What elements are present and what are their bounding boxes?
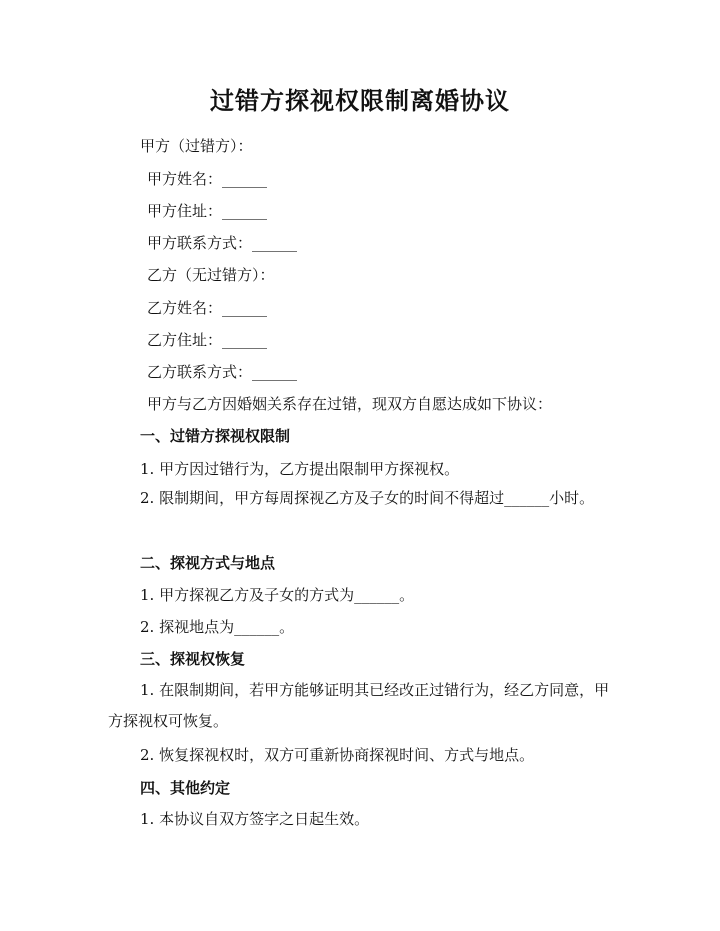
clause-item: 1. 甲方因过错行为，乙方提出限制甲方探视权。 bbox=[140, 460, 460, 478]
section-heading: 四、其他约定 bbox=[140, 779, 231, 797]
party-a-address-field: 甲方住址：______ bbox=[147, 202, 268, 220]
clause-item: 1. 甲方探视乙方及子女的方式为______。 bbox=[140, 586, 415, 604]
section-heading: 三、探视权恢复 bbox=[140, 650, 246, 668]
clause-item: 2. 探视地点为______。 bbox=[140, 618, 295, 636]
clause-item bbox=[108, 483, 610, 514]
section-heading: 一、过错方探视权限制 bbox=[140, 427, 291, 445]
section-heading: 二、探视方式与地点 bbox=[140, 554, 276, 572]
party-a-name-field: 甲方姓名：______ bbox=[147, 170, 268, 188]
clause-item: 1. 本协议自双方签字之日起生效。 bbox=[140, 810, 370, 828]
intro-paragraph: 甲方与乙方因婚姻关系存在过错，现双方自愿达成如下协议： bbox=[147, 395, 553, 413]
clause-item-text: 2. 限制期间，甲方每周探视乙方及子女的时间不得超过______小时。 bbox=[140, 489, 595, 507]
clause-item: 2. 恢复探视权时，双方可重新协商探视时间、方式与地点。 bbox=[140, 746, 535, 764]
party-b-name-field: 乙方姓名：______ bbox=[147, 299, 268, 317]
clause-item bbox=[108, 675, 610, 737]
document-title: 过错方探视权限制离婚协议 bbox=[210, 86, 510, 115]
party-a-contact-field: 甲方联系方式：______ bbox=[147, 234, 298, 252]
party-b-contact-field: 乙方联系方式：______ bbox=[147, 363, 298, 381]
party-a-heading: 甲方（过错方）： bbox=[140, 137, 253, 155]
clause-item-text: 1. 在限制期间，若甲方能够证明其已经改正过错行为，经乙方同意，甲方探视权可恢复。 bbox=[108, 681, 610, 730]
party-b-heading: 乙方（无过错方）： bbox=[147, 266, 275, 284]
party-b-address-field: 乙方住址：______ bbox=[147, 331, 268, 349]
